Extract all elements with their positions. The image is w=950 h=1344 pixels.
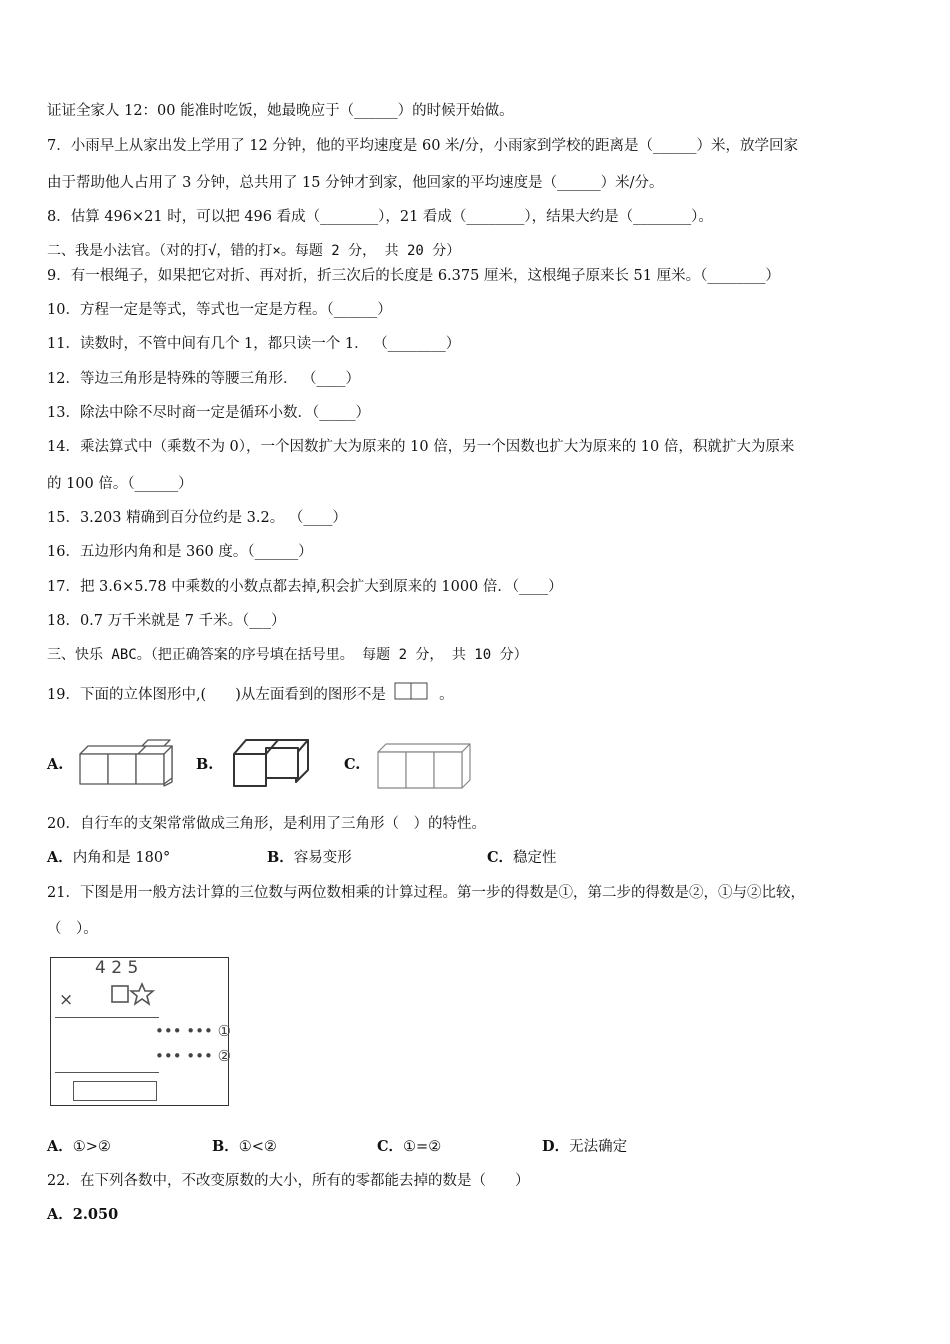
q21-option-c[interactable]: [377, 1137, 441, 1157]
q21-option-b[interactable]: [212, 1137, 277, 1157]
section-2-heading: 二、我是小法官。（对的打√，错的打×。每题 2 分， 共 20 分）: [47, 243, 461, 259]
q20-option-b-text: 容易变形: [293, 850, 352, 866]
two-squares-figure: [394, 681, 430, 701]
q21-option-c-text: ①=②: [403, 1139, 442, 1155]
partial-product-1: ••• ••• ①: [155, 1022, 232, 1040]
question-16: 16．五边形内角和是 360 度。（______）: [47, 544, 313, 560]
q20-option-a-label: A．: [47, 849, 73, 866]
q20-option-a[interactable]: [47, 848, 170, 868]
q21-option-c-label: C．: [377, 1138, 404, 1155]
question-13: 13．除法中除不尽时商一定是循环小数．（_____）: [47, 405, 370, 421]
question-9: 9．有一根绳子，如果把它对折、再对折，折三次后的长度是 6.375 厘米，这根绳子原来长 51 厘米。（________）: [47, 268, 780, 284]
question-20: 20．自行车的支架常常做成三角形，是利用了三角形（ ）的特性。: [47, 816, 486, 832]
question-14-line2: 的 100 倍。（______）: [47, 476, 193, 492]
times-sign: ×: [59, 990, 74, 1010]
question-19: [47, 681, 454, 705]
q20-option-c-label: C．: [487, 849, 514, 866]
calculation-figure: [50, 957, 232, 1106]
question-18: 18．0.7 万千米就是 7 千米。（___）: [47, 613, 286, 629]
q21-option-b-text: ①<②: [238, 1139, 277, 1155]
question-19-period: 。: [439, 687, 454, 703]
question-21-line2: （ ）。: [47, 921, 98, 937]
q21-option-d-text: 无法确定: [569, 1139, 628, 1155]
multiplicand: 4 2 5: [95, 958, 139, 978]
q20-option-b-label: B．: [267, 849, 294, 866]
q19-option-b-figure: [228, 732, 318, 792]
q20-option-a-text: 内角和是 180°: [72, 850, 171, 866]
question-19-text: 19．下面的立体图形中,( )从左面看到的图形不是: [47, 687, 386, 703]
question-11: 11．读数时，不管中间有几个 1，都只读一个 1． （________）: [47, 336, 461, 352]
question-7-line1: 7．小雨早上从家出发上学用了 12 分钟，他的平均速度是 60 米/分，小雨家到学校的距离是（______）米，放学回家: [47, 138, 798, 154]
q21-option-d[interactable]: [542, 1137, 627, 1157]
question-17: 17．把 3.6×5.78 中乘数的小数点都去掉,积会扩大到原来的 1000 倍．（____）: [47, 579, 563, 595]
question-21-line1: 21．下图是用一般方法计算的三位数与两位数相乘的计算过程。第一步的得数是①，第二步的得数是②，①与②比较，: [47, 885, 805, 901]
partial-product-2: ••• ••• ②: [155, 1047, 232, 1065]
q20-option-c-text: 稳定性: [513, 850, 557, 866]
question-14-line1: 14．乘法算式中（乘数不为 0），一个因数扩大为原来的 10 倍，另一个因数也扩大为原来的 10 倍，积就扩大为原来: [47, 439, 795, 455]
q19-option-c-figure: [372, 740, 474, 792]
rule-line-2: [55, 1072, 159, 1073]
q19-option-c-label[interactable]: C.: [344, 756, 361, 773]
question-7-line2: 由于帮助他人占用了 3 分钟，总共用了 15 分钟才到家，他回家的平均速度是（______）米/分。: [47, 175, 664, 191]
square-star-icon: [111, 982, 157, 1006]
q21-option-a-label: A．: [47, 1138, 73, 1155]
q21-option-b-label: B．: [212, 1138, 239, 1155]
question-12: 12．等边三角形是特殊的等腰三角形． （____）: [47, 371, 361, 387]
q20-option-c[interactable]: [487, 848, 557, 868]
q20-option-b[interactable]: [267, 848, 352, 868]
q22-option-a[interactable]: A．2.050: [47, 1206, 119, 1223]
q21-option-a-text: ①>②: [72, 1139, 111, 1155]
question-8: 8．估算 496×21 时，可以把 496 看成（________），21 看成（________），结果大约是（________）。: [47, 209, 713, 225]
answer-box: [73, 1081, 157, 1101]
q21-option-d-label: D．: [542, 1138, 570, 1155]
question-15: 15．3.203 精确到百分位约是 3.2。 （____）: [47, 510, 347, 526]
line-continuation: 证证全家人 12：00 能准时吃饭，她最晚应于（______）的时候开始做。: [47, 103, 514, 119]
q19-option-b-label[interactable]: B.: [196, 756, 214, 773]
section-3-heading: 三、快乐 ABC。（把正确答案的序号填在括号里。 每题 2 分， 共 10 分）: [47, 647, 528, 663]
q19-option-a-figure: [76, 738, 176, 790]
question-10: 10．方程一定是等式，等式也一定是方程。（______）: [47, 302, 392, 318]
q21-option-a[interactable]: [47, 1137, 111, 1157]
question-22: 22．在下列各数中，不改变原数的大小，所有的零都能去掉的数是（ ）: [47, 1173, 530, 1189]
rule-line-1: [55, 1017, 159, 1018]
q19-option-a-label[interactable]: A.: [47, 756, 64, 773]
